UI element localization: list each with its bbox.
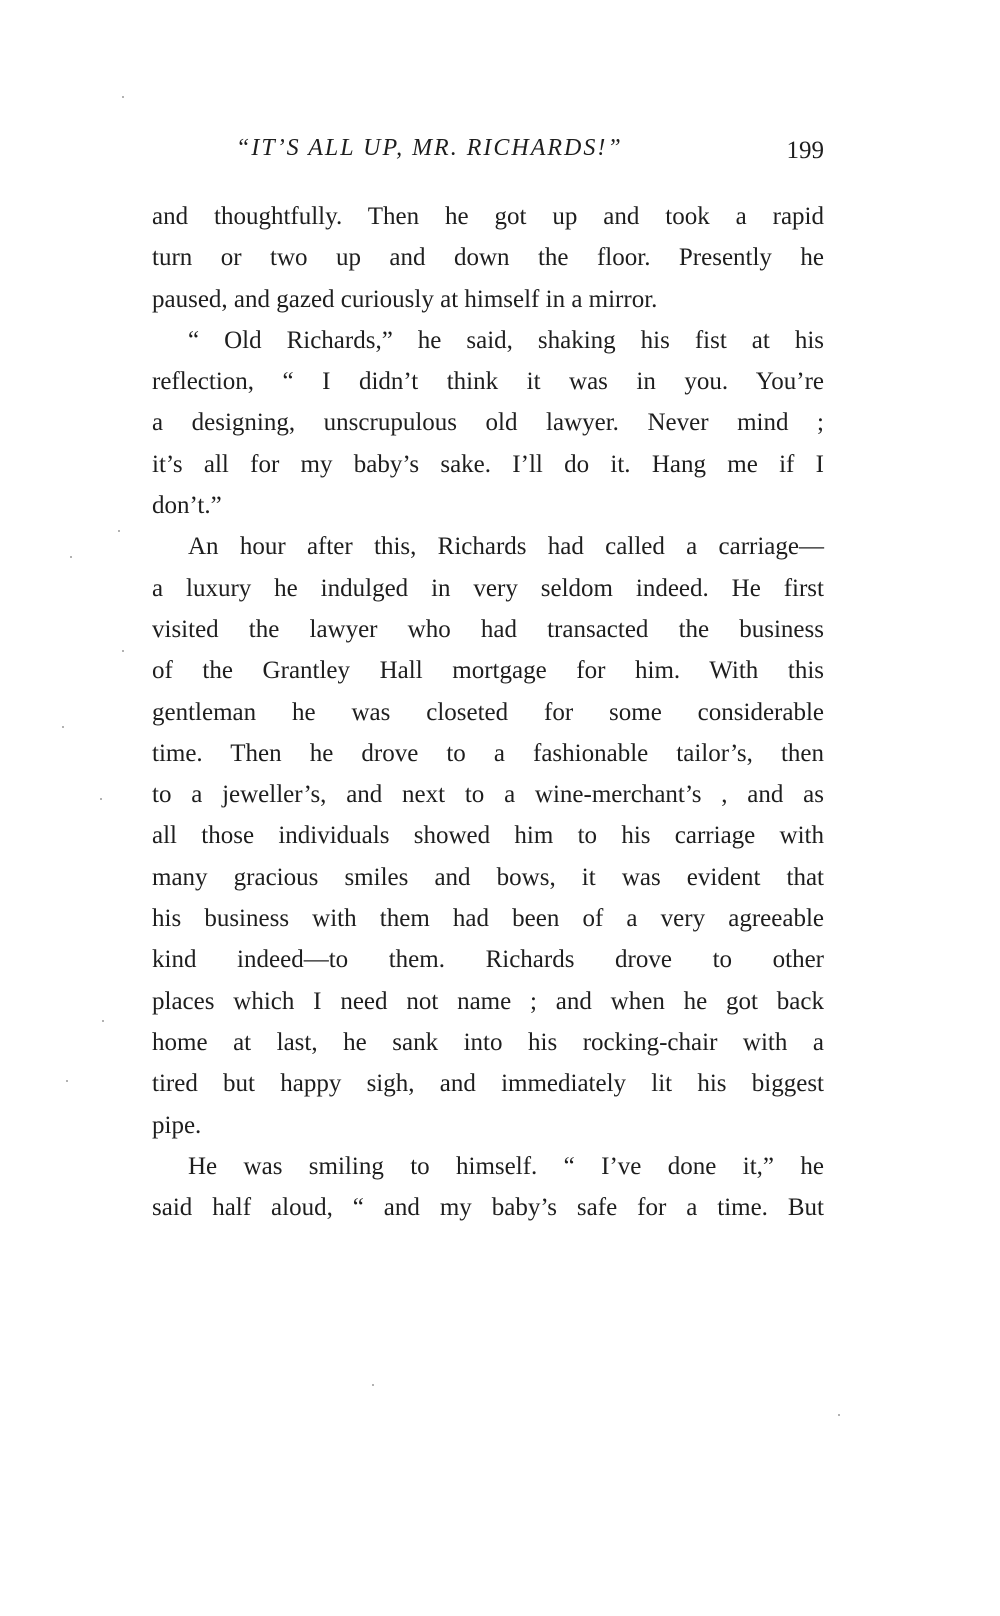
scan-speck [838,1414,840,1416]
paragraph [152,1146,824,1229]
running-title: “IT’S ALL UP, MR. RICHARDS!” [236,135,623,161]
scan-speck [372,1384,374,1386]
text-line: reflection, “ I didn’t think it was in you. You’re [152,368,824,396]
text-line: tired but happy sigh, and immediately lit his biggest [152,1070,824,1098]
text-line: of the Grantley Hall mortgage for him. With this [152,657,824,685]
scan-speck [66,1080,68,1082]
scan-speck [62,726,64,728]
text-line: his business with them had been of a very agreeable [152,905,824,933]
scan-speck [100,798,102,800]
paragraph [152,320,824,526]
scan-speck [122,96,124,98]
text-line: a luxury he indulged in very seldom indeed. He first [152,574,824,602]
paragraph [152,526,824,1145]
text-line: gentleman he was closeted for some considerable [152,698,824,726]
text-line: He was smiling to himself. “ I’ve done it,” he [188,1152,824,1180]
body-text [152,196,824,1228]
paragraph [152,196,824,320]
text-line: and thoughtfully. Then he got up and took a rapid [152,203,824,230]
text-line: “ Old Richards,” he said, shaking his fist at his [188,326,824,354]
text-line: to a jeweller’s, and next to a wine-merchant’s , and as [152,781,824,809]
text-line: time. Then he drove to a fashionable tailor’s, then [152,739,824,767]
text-line: visited the lawyer who had transacted the business [152,615,824,643]
text-line: kind indeed—to them. Richards drove to other [152,946,824,974]
text-line: turn or two up and down the floor. Presently he [152,244,824,272]
text-line: don’t.” [152,492,222,520]
scan-speck [102,1020,104,1022]
text-line: paused, and gazed curiously at himself in a mirror. [152,285,658,313]
scan-speck [70,556,72,558]
text-line: places which I need not name ; and when he got back [152,987,824,1015]
text-line: a designing, unscrupulous old lawyer. Never mind ; [152,409,824,437]
text-line: An hour after this, Richards had called a carriage— [188,533,824,561]
text-line: many gracious smiles and bows, it was evident that [152,863,824,891]
scan-speck [118,530,120,532]
page-number: 199 [786,137,824,164]
text-line: pipe. [152,1111,202,1139]
running-head [152,135,824,175]
text-line: home at last, he sank into his rocking-chair with a [152,1028,824,1056]
scan-speck [122,650,124,652]
text-line: said half aloud, “ and my baby’s safe for a time. But [152,1194,824,1222]
text-line: all those individuals showed him to his carriage with [152,822,824,850]
text-line: it’s all for my baby’s sake. I’ll do it. Hang me if I [152,450,824,478]
